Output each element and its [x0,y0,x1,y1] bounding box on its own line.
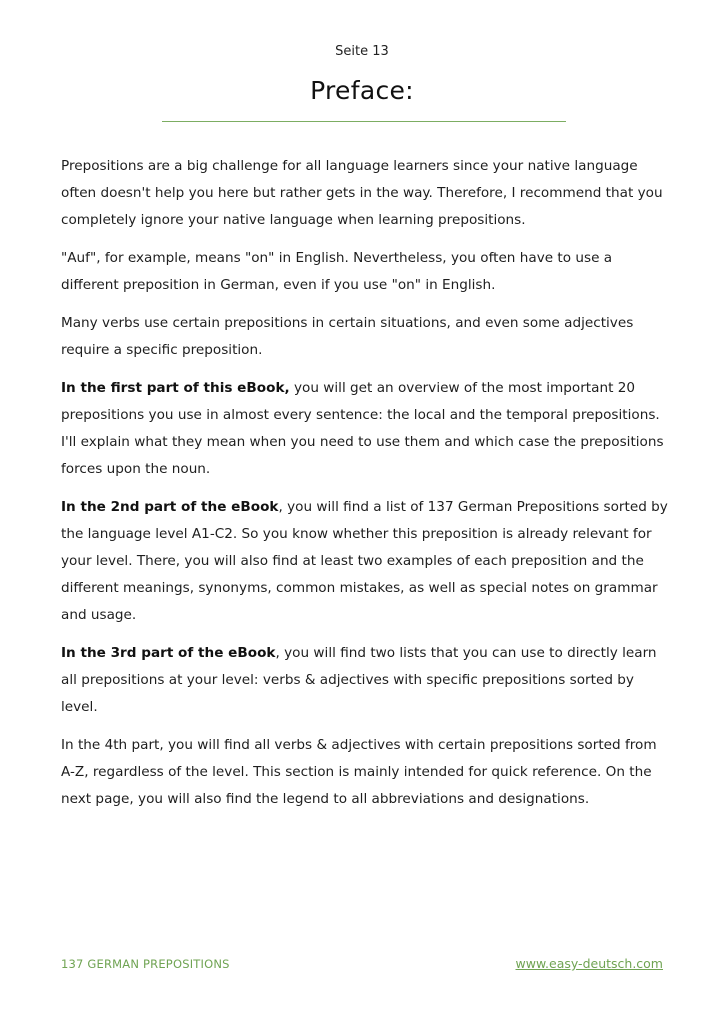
paragraph [61,732,673,813]
paragraph-text: Prepositions are a big challenge for all language learners since your native language often doesn't help you here but rather gets in the way. Therefore, I recommend that you completely ignore your native language when learning prepositions. [61,158,663,228]
paragraph-text: In the 4th part, you will find all verbs & adjectives with certain prepositions sorted from A-Z, regardless of the level. This section is mainly intended for quick reference. On the next page, you will also find the legend to all abbreviations and designations. [61,737,657,807]
body-text [61,153,673,824]
paragraph-lead: In the 2nd part of the eBook [61,499,279,515]
paragraph-text: you will get an overview of the most important 20 prepositions you use in almost every sentence: the local and the temporal prepositions. I'll explain what they mean when you need to use them and which case the prepositions forces upon the noun. [61,380,664,477]
paragraph-text: , you will find a list of 137 German Prepositions sorted by the language level A1-C2. So you know whether this preposition is already relevant for your level. There, you will also find at least two examples of each preposition and the different meanings, synonyms, common mistakes, as well as special notes on grammar and usage. [61,499,668,623]
page-number: Seite 13 [335,44,389,59]
paragraph [61,375,673,483]
footer-website-link[interactable]: www.easy-deutsch.com [515,956,663,971]
paragraph-text: , you will find two lists that you can use to directly learn all prepositions at your level: verbs & adjectives with specific prepositions sorted by level. [61,645,657,715]
paragraph [61,153,673,234]
paragraph [61,245,673,299]
page-title: Preface: [310,76,414,105]
paragraph [61,310,673,364]
paragraph-text: "Auf", for example, means "on" in English. Nevertheless, you often have to use a different preposition in German, even if you use "on" in English. [61,250,613,293]
paragraph [61,494,673,629]
paragraph-lead: In the first part of this eBook, [61,380,290,396]
paragraph [61,640,673,721]
footer-book-title: 137 GERMAN PREPOSITIONS [61,957,230,971]
paragraph-text: Many verbs use certain prepositions in certain situations, and even some adjectives require a specific preposition. [61,315,634,358]
title-divider [162,121,566,122]
paragraph-lead: In the 3rd part of the eBook [61,645,276,661]
